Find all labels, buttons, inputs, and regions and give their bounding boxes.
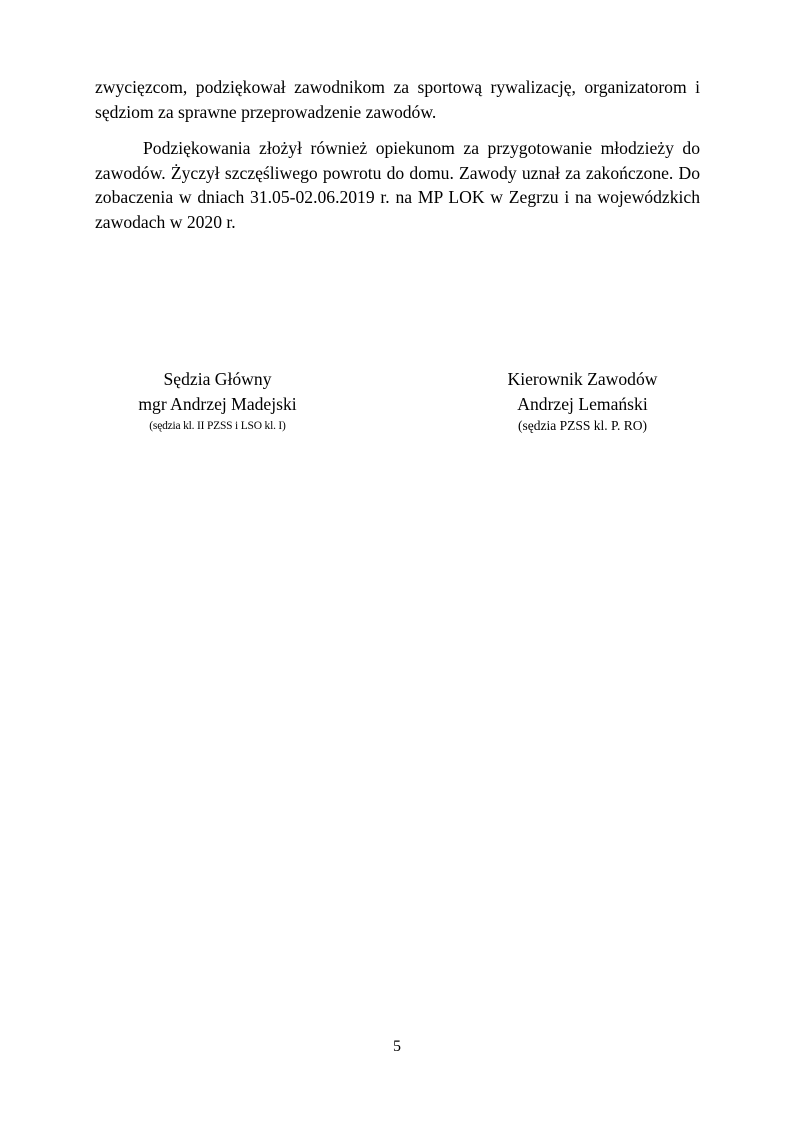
signature-qualification-note: (sędzia PZSS kl. P. RO) [517,418,647,433]
signature-block-chief-judge [110,367,325,434]
signature-name: Andrzej Lemański [517,393,648,414]
page-number: 5 [393,1038,401,1055]
body-paragraph-1: zwycięzcom, podziękował zawodnikom za sportową rywalizację, organizatorom i sędziom za sprawne przeprowadzenie zawodów. [95,77,700,122]
body-paragraph-2: Podziękowania złożył również opiekunom za przygotowanie młodzieży do zawodów. Życzył szczęśliwego powrotu do domu. Zawody uznał za zakończone. Do zobaczenia w dniach 31.05-02.06.2019 r. na MP LOK w Zegrzu i na wojewódzkich zawodach w 2020 r. [95,138,700,232]
signature-qualification-note: (sędzia kl. II PZSS i LSO kl. I) [149,420,286,432]
signature-name: mgr Andrzej Madejski [138,393,297,414]
signature-block-competition-manager [470,367,695,434]
signature-role: Sędzia Główny [163,369,272,389]
signature-role: Kierownik Zawodów [507,369,658,389]
